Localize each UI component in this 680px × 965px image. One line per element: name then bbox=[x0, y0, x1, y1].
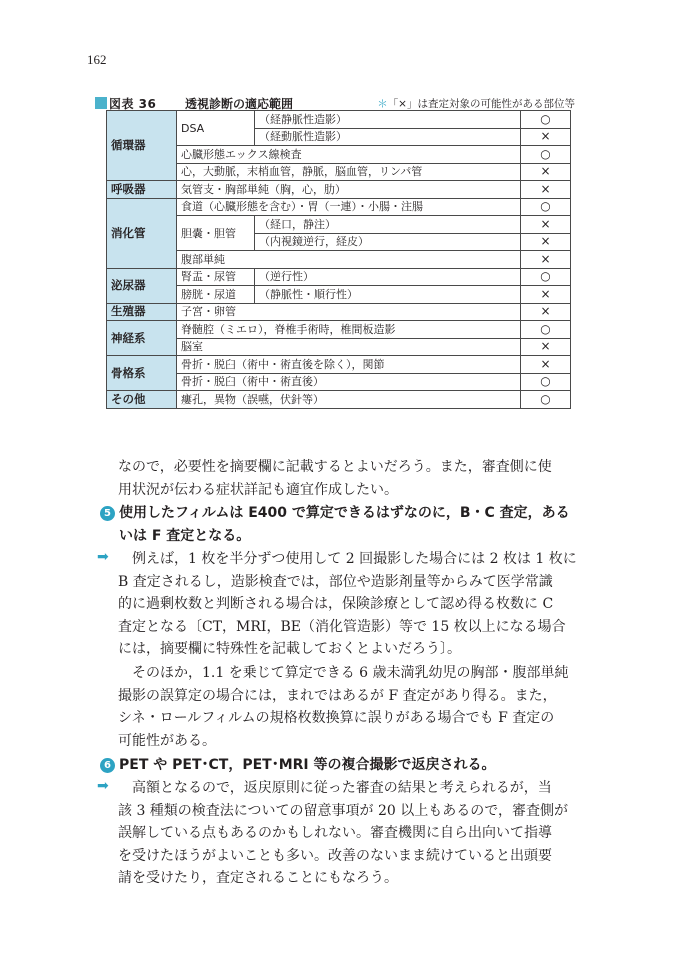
asterisk-icon: ＊ bbox=[377, 98, 388, 110]
mark-cell: × bbox=[521, 216, 571, 234]
table-row bbox=[107, 338, 571, 356]
section-6-heading: 6 PET や PET･CT，PET･MRI 等の複合撮影で返戻される。 bbox=[100, 754, 600, 777]
category-cell: 神経系 bbox=[107, 321, 177, 356]
section-5-heading: 5 使用したフィルムは E400 で算定できるはずなのに，B・C 査定，ある いは F 査定となる。 bbox=[100, 502, 600, 547]
mark-cell: × bbox=[521, 233, 571, 251]
mark-cell: ○ bbox=[521, 391, 571, 409]
detail-cell: （静脈性・順行性） bbox=[255, 286, 521, 304]
section-5-paragraph-1: 例えば，1 枚を半分ずつ使用して 2 回撮影した場合には 2 枚は 1 枚に B 査定されるし，造影検査では，部位や造影剤量等からみて医学常識 的に過剰枚数と判断される場合は，保険診療として認め得る枚数に C 査定となる〔CT，MRI，BE（消化管造影）等で 15 枚以上になる場合 には，摘要欄に特殊性を記載しておくとよいだろう〕。 bbox=[118, 551, 577, 657]
item-cell: 心，大動脈，末梢血管，静脈，脳血管，リンパ管 bbox=[177, 163, 521, 181]
table-title: 透視診断の適応範囲 bbox=[185, 97, 294, 111]
subcategory-cell: 膀胱・尿道 bbox=[177, 286, 255, 304]
item-cell: 心臓形態エックス線検査 bbox=[177, 146, 521, 164]
category-cell: その他 bbox=[107, 391, 177, 409]
table-row bbox=[107, 163, 571, 181]
table-row bbox=[107, 373, 571, 391]
table-row bbox=[107, 286, 571, 304]
item-cell: 食道（心臓形態を含む）・胃（一連）・小腸・注腸 bbox=[177, 198, 521, 216]
mark-cell: × bbox=[521, 181, 571, 199]
table-row bbox=[107, 146, 571, 164]
table-label: 図表 36 bbox=[109, 97, 157, 111]
subcategory-cell: 胆嚢・胆管 bbox=[177, 216, 255, 251]
number-5-icon: 5 bbox=[100, 506, 115, 521]
detail-cell: （内視鏡逆行，経皮） bbox=[255, 233, 521, 251]
mark-cell: ○ bbox=[521, 146, 571, 164]
table-row bbox=[107, 391, 571, 409]
table-note: ＊「×」は査定対象の可能性がある部位等 bbox=[377, 98, 575, 110]
category-cell: 呼吸器 bbox=[107, 181, 177, 199]
category-cell: 泌尿器 bbox=[107, 268, 177, 303]
arrow-right-icon: ➡ bbox=[97, 549, 109, 565]
mark-cell: × bbox=[521, 251, 571, 269]
category-cell: 循環器 bbox=[107, 111, 177, 181]
section-5-paragraph-2: そのほか，1.1 を乗じて算定できる 6 歳未満乳幼児の胸部・腹部単純 撮影の誤算定の場合には，まれではあるが F 査定があり得る。また， シネ・ロールフィルムの規格枚数換算に誤りがある場合でも F 査定の 可能性がある。 bbox=[118, 665, 569, 749]
category-cell: 生殖器 bbox=[107, 303, 177, 321]
mark-cell: × bbox=[521, 128, 571, 146]
mark-cell: × bbox=[521, 303, 571, 321]
detail-cell: （逆行性） bbox=[255, 268, 521, 286]
detail-cell: （経静脈性造影） bbox=[255, 111, 521, 129]
item-cell: 骨折・脱臼（術中・術直後） bbox=[177, 373, 521, 391]
subcategory-cell: 腎盂・尿管 bbox=[177, 268, 255, 286]
mark-cell: ○ bbox=[521, 321, 571, 339]
table-row bbox=[107, 198, 571, 216]
square-bullet-icon bbox=[95, 97, 107, 109]
table-row bbox=[107, 216, 571, 234]
number-6-icon: 6 bbox=[100, 758, 115, 773]
indication-table bbox=[106, 110, 571, 409]
item-cell: 子宮・卵管 bbox=[177, 303, 521, 321]
table-header bbox=[95, 95, 575, 111]
table-row bbox=[107, 268, 571, 286]
intro-paragraph: なので，必要性を摘要欄に記載するとよいだろう。また，審査側に使 用状況が伝わる症状詳記も適宜作成したい。 bbox=[118, 459, 552, 498]
item-cell: 骨折・脱臼（術中・術直後を除く），関節 bbox=[177, 356, 521, 374]
item-cell: 脳室 bbox=[177, 338, 521, 356]
table-row bbox=[107, 321, 571, 339]
arrow-right-icon: ➡ bbox=[97, 778, 109, 794]
mark-cell: × bbox=[521, 338, 571, 356]
section-6-paragraph-1: 高額となるので，返戻原則に従った審査の結果と考えられるが，当 該 3 種類の検査法についての留意事項が 20 以上もあるので，審査側が 誤解している点もあるのかもしれない。審査機関に自ら出向いて指導 を受けたほうがよいことも多い。改善のないまま続けていると出頭要 請を受けたり，査定されることにもなろう。 bbox=[118, 780, 568, 886]
mark-cell: ○ bbox=[521, 373, 571, 391]
table-row bbox=[107, 111, 571, 129]
mark-cell: × bbox=[521, 356, 571, 374]
mark-cell: ○ bbox=[521, 198, 571, 216]
detail-cell: （経口，静注） bbox=[255, 216, 521, 234]
table-row bbox=[107, 251, 571, 269]
mark-cell: × bbox=[521, 286, 571, 304]
item-cell: 瘻孔，異物（誤嚥，伏針等） bbox=[177, 391, 521, 409]
detail-cell: （経動脈性造影） bbox=[255, 128, 521, 146]
table-row bbox=[107, 181, 571, 199]
mark-cell: × bbox=[521, 163, 571, 181]
subcategory-cell: DSA bbox=[177, 111, 255, 146]
item-cell: 脊髄腔（ミエロ），脊椎手術時，椎間板造影 bbox=[177, 321, 521, 339]
mark-cell: ○ bbox=[521, 111, 571, 129]
table-row bbox=[107, 356, 571, 374]
item-cell: 気管支・胸部単純（胸，心，肋） bbox=[177, 181, 521, 199]
category-cell: 骨格系 bbox=[107, 356, 177, 391]
category-cell: 消化管 bbox=[107, 198, 177, 268]
page-number: 162 bbox=[87, 52, 107, 67]
item-cell: 腹部単純 bbox=[177, 251, 521, 269]
table-row bbox=[107, 303, 571, 321]
mark-cell: ○ bbox=[521, 268, 571, 286]
